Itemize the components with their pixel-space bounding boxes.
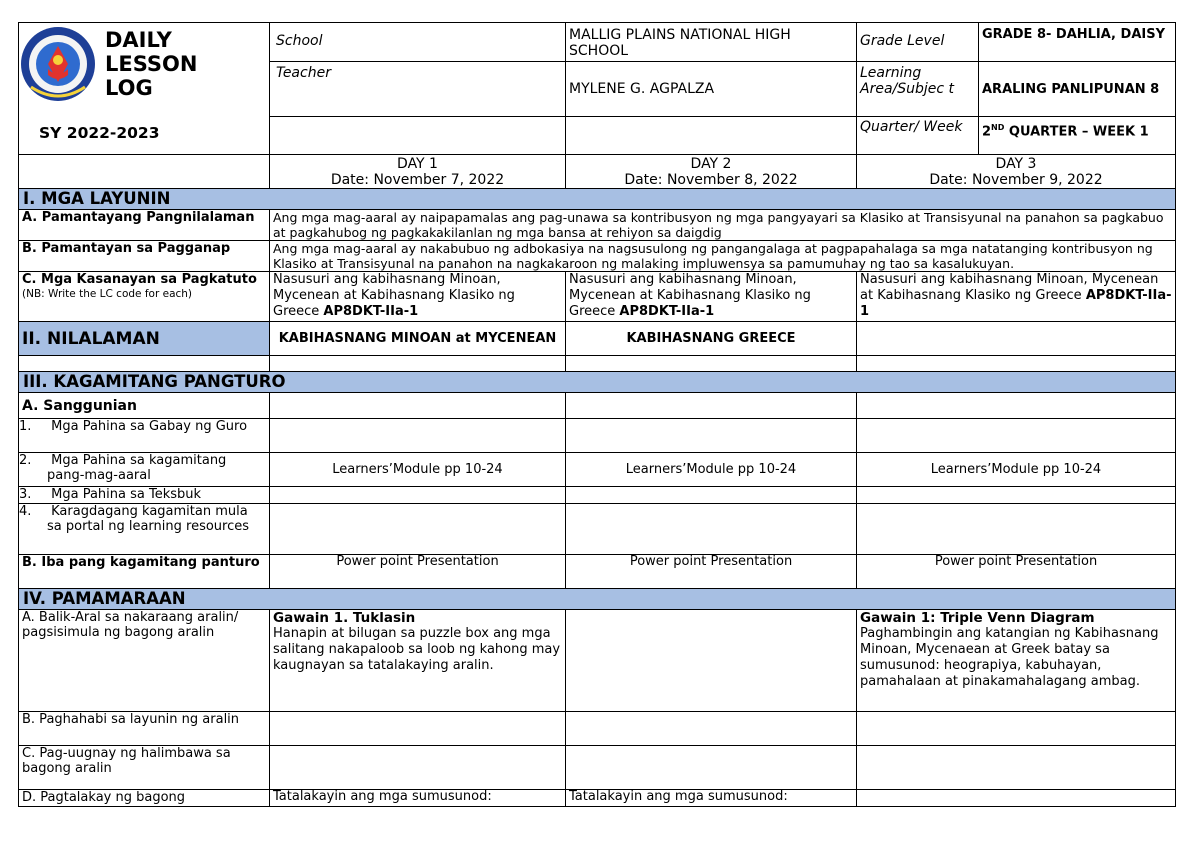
school-year: SY 2022-2023 [39,124,160,142]
blank-cell [270,356,566,372]
quarter-value: 2ND QUARTER – WEEK 1 [979,117,1176,155]
day-3-header: DAY 3 Date: November 9, 2022 [857,155,1176,189]
paghahabi-label: B. Paghahabi sa layunin ng aralin [19,712,270,746]
pamantayan-sa-pagganap-label: B. Pamantayan sa Pagganap [19,241,270,272]
section-pamamaraan: IV. PAMAMARAAN [19,589,1176,610]
balik-aral-label: A. Balik-Aral sa nakaraang aralin/ pagsisimula ng bagong aralin [19,610,270,712]
blank-cell [566,393,857,419]
section-kagamitan: III. KAGAMITANG PANGTURO [19,372,1176,393]
iba-pang-kagamitan-day-1: Power point Presentation [270,555,566,589]
blank-cell [857,712,1176,746]
blank-cell [270,117,566,155]
balik-aral-day-1: Gawain 1. Tuklasin Hanapin at bilugan sa puzzle box ang mga salitang nakapaloob sa loob ng kahong may kaugnayan sa tatalakaying aralin. [270,610,566,712]
blank-cell [857,393,1176,419]
kagamitan-item-2-day-3: Learners’Module pp 10-24 [857,453,1176,487]
section-layunin: I. MGA LAYUNIN [19,189,1176,210]
school-seal-icon [19,25,97,103]
pamantayang-pangnilalaman-label: A. Pamantayang Pangnilalaman [19,210,270,241]
kagamitan-item-3-day-2 [566,487,857,504]
nilalaman-day-2: KABIHASNANG GREECE [566,322,857,356]
learning-area-label: Learning Area/Subjec t [857,62,979,117]
kagamitan-item-3-day-1 [270,487,566,504]
blank-cell [857,746,1176,790]
pagtalakay-label: D. Pagtalakay ng bagong [19,790,270,807]
teacher-label: Teacher [270,62,566,117]
day-2-header: DAY 2 Date: November 8, 2022 [566,155,857,189]
kasanayan-label: C. Mga Kasanayan sa Pagkatuto [22,272,257,287]
kasanayan-day-2: Nasusuri ang kabihasnang Minoan, Mycenean at Kabihasnang Klasiko ng Greece AP8DKT-IIa-1 [566,272,857,322]
kagamitan-item-1-day-2 [566,419,857,453]
pamantayang-pangnilalaman-text: Ang mga mag-aaral ay naipapamalas ang pag-unawa sa kontribusyon ng mga pangyayari sa Klasiko at Transisyunal na panahon sa pagkabuo at pagkahubog ng pagkakakilanlan ng mga bansa at rehiyon sa daigdig [270,210,1176,241]
section-nilalaman: II. NILALAMAN [19,322,270,356]
iba-pang-kagamitan-day-3: Power point Presentation [857,555,1176,589]
blank-cell [857,356,1176,372]
blank-cell [566,356,857,372]
school-label: School [270,23,566,62]
kasanayan-day-1: Nasusuri ang kabihasnang Minoan, Mycenean at Kabihasnang Klasiko ng Greece AP8DKT-IIa-1 [270,272,566,322]
blank-cell [566,712,857,746]
nilalaman-day-1: KABIHASNANG MINOAN at MYCENEAN [270,322,566,356]
quarter-label: Quarter/ Week [857,117,979,155]
kagamitan-item-1-day-1 [270,419,566,453]
kagamitan-item-4-day-1 [270,504,566,555]
iba-pang-kagamitan-label: B. Iba pang kagamitang panturo [19,555,270,589]
learning-area-value: ARALING PANLIPUNAN 8 [979,62,1176,117]
blank-cell [270,746,566,790]
blank-cell [19,356,270,372]
school-value: MALLIG PLAINS NATIONAL HIGH SCHOOL [566,23,857,62]
blank-cell [857,790,1176,807]
grade-level-label: Grade Level [857,23,979,62]
kagamitan-item-1-day-3 [857,419,1176,453]
pag-uugnay-label: C. Pag-uugnay ng halimbawa sa bagong aralin [19,746,270,790]
kagamitan-item-4: 4. Karagdagang kagamitan mula sa portal ng learning resources [19,504,270,555]
kagamitan-item-2-day-1: Learners’Module pp 10-24 [270,453,566,487]
blank-cell [270,393,566,419]
balik-aral-day-3: Gawain 1: Triple Venn Diagram Paghambingin ang katangian ng Kabihasnang Minoan, Mycenaean at Greek batay sa sumusunod: heograpiya, kabuhayan, pamahalaan at pinakamahalagang ambag. [857,610,1176,712]
pagtalakay-day-2: Tatalakayin ang mga sumusunod: [566,790,857,807]
sanggunian-label: A. Sanggunian [19,393,270,419]
daily-lesson-log-title: DAILY LESSON LOG [105,28,198,100]
kagamitan-item-4-day-3 [857,504,1176,555]
kagamitan-item-4-day-2 [566,504,857,555]
iba-pang-kagamitan-day-2: Power point Presentation [566,555,857,589]
grade-level-value: GRADE 8- DAHLIA, DAISY [979,23,1176,62]
lesson-log-table [18,22,1176,807]
blank-cell [270,712,566,746]
pagtalakay-day-1: Tatalakayin ang mga sumusunod: [270,790,566,807]
blank-cell [566,117,857,155]
blank-cell [19,155,270,189]
blank-cell [566,746,857,790]
kagamitan-item-2-day-2: Learners’Module pp 10-24 [566,453,857,487]
kagamitan-item-3-day-3 [857,487,1176,504]
kagamitan-item-1: 1. Mga Pahina sa Gabay ng Guro [19,419,270,453]
nilalaman-day-3 [857,322,1176,356]
header-logo-cell [19,23,270,155]
kasanayan-label-cell [19,272,270,322]
teacher-value: MYLENE G. AGPALZA [566,62,857,117]
kasanayan-note: (NB: Write the LC code for each) [22,288,193,300]
balik-aral-day-2 [566,610,857,712]
kagamitan-item-2: 2. Mga Pahina sa kagamitang pang-mag-aaral [19,453,270,487]
day-1-header: DAY 1 Date: November 7, 2022 [270,155,566,189]
pamantayan-sa-pagganap-text: Ang mga mag-aaral ay nakabubuo ng adbokasiya na nagsusulong ng pangangalaga at pagpapahalaga sa mga natatanging kontribusyon ng Klasiko at Transisyunal na panahon na nagkakaroon ng malaking impluwensya sa pamumuhay ng tao sa kasalukuyan. [270,241,1176,272]
kagamitan-item-3: 3. Mga Pahina sa Teksbuk [19,487,270,504]
kasanayan-day-3: Nasusuri ang kabihasnang Minoan, Mycenean at Kabihasnang Klasiko ng Greece AP8DKT-IIa-1 [857,272,1176,322]
lesson-log-sheet [18,22,1176,807]
